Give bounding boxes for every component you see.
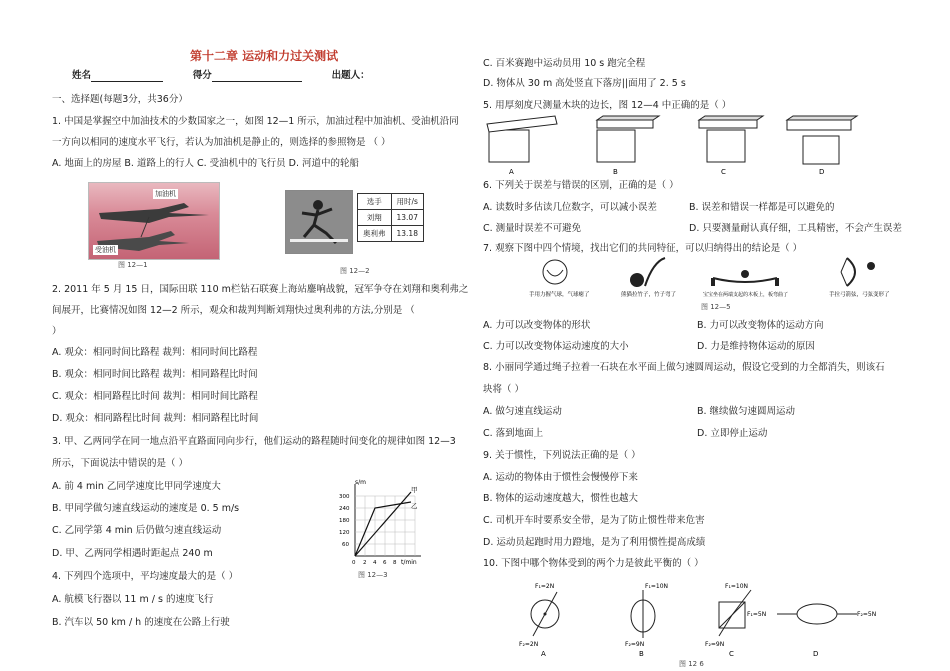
fig2-result-table: [357, 193, 424, 242]
answer-line: B. 观众：相同时间比路程 裁判：相同路程比时间: [52, 369, 258, 380]
option-label: C: [729, 650, 734, 658]
scene-panda-bamboo-icon: [630, 258, 665, 287]
force-label: F₁=2N: [535, 583, 555, 590]
y-tick-label: 180: [339, 518, 350, 524]
ruler-option-d: [787, 116, 857, 164]
answer-line: A. 运动的物体由于惯性会慢慢停下来: [483, 472, 638, 483]
force-label: F₂=5N: [857, 611, 877, 618]
question-line: ）: [52, 326, 62, 337]
option-label: D: [813, 650, 819, 658]
answer-line: B. 甲同学做匀速直线运动的速度是 0. 5 m/s: [52, 503, 240, 514]
scene-bow-icon: [841, 258, 875, 286]
score-label: 得分: [192, 70, 212, 81]
ruler-option-a: [487, 116, 557, 162]
x-tick-label: 0: [352, 560, 356, 566]
table-cell: 13.07: [391, 210, 423, 226]
answer-line: A. 地面上的房屋 B. 道路上的行人 C. 受油机中的飞行员 D. 河道中的轮船: [52, 158, 360, 169]
fig1-label-receiver: 受油机: [95, 246, 116, 254]
option-label: A: [541, 650, 546, 658]
figure-12-1-photo: [88, 182, 220, 260]
answer-line: D. 立即停止运动: [697, 428, 768, 439]
force-label: F₁=10N: [725, 583, 749, 590]
answer-line: B. 汽车以 50 km / h 的速度在公路上行驶: [52, 617, 230, 628]
figure-12-6-force-diagrams: [515, 576, 915, 660]
answer-line: B. 继续做匀速圆周运动: [697, 406, 796, 417]
answer-line: D. 观众：相同路程比时间 裁判：相同路程比时间: [52, 413, 259, 424]
option-label: C: [721, 168, 726, 176]
question-line: 3. 甲、乙两同学在同一地点沿平直路面同向步行，他们运动的路程随时间变化的规律如图 12—3: [52, 436, 456, 447]
answer-line: D. 只要测量耐认真仔细，工具精密，不会产生误差: [689, 223, 902, 234]
series-label: 乙: [411, 502, 418, 510]
question-line: 10. 下图中哪个物体受到的两个力是彼此平衡的（ ）: [483, 558, 704, 569]
score-blank: [212, 71, 302, 82]
x-tick-label: 8: [393, 560, 397, 566]
answer-line: D. 运动员起跑时用力蹬地，是为了利用惯性提高成绩: [483, 537, 706, 548]
force-diagram-d: [777, 604, 857, 624]
y-tick-label: 300: [339, 494, 350, 500]
question-line: 6. 下列关于误差与错误的区别，正确的是（ ）: [483, 180, 679, 191]
scene-caption: 宝宝坐在两端支起的木板上，板弯曲了: [703, 292, 789, 298]
force-label: F₁=10N: [645, 583, 669, 590]
fig2-caption: 图 12—2: [340, 267, 370, 275]
question-line: 所示，下面说法中错误的是（ ）: [52, 458, 189, 469]
answer-line: D. 甲、乙两同学相遇时距起点 240 m: [52, 548, 213, 559]
x-tick-label: 4: [373, 560, 377, 566]
answer-line: A. 前 4 min 乙同学速度比甲同学速度大: [52, 481, 221, 492]
series-yi-line: [355, 502, 411, 556]
answer-line: D. 物体从 30 m 高处竖直下落房||面用了 2. 5 s: [483, 78, 686, 89]
y-axis-label: s/m: [355, 479, 366, 486]
hurdler-illustration-icon: [286, 191, 352, 253]
question-line: 块将（ ）: [483, 384, 525, 395]
fig5-caption: 图 12—5: [701, 303, 731, 311]
y-tick-label: 240: [339, 506, 350, 512]
answer-line: D. 力是维持物体运动的原因: [697, 341, 815, 352]
question-line: 4. 下列四个选项中，平均速度最大的是（ ）: [52, 571, 239, 582]
question-line: 间展开，比赛情况如图 12—2 所示，观众和裁判判断刘翔快过奥利弗的方法,分别是 （: [52, 305, 415, 316]
answer-line: A. 力可以改变物体的形状: [483, 320, 591, 331]
scene-balloon-icon: [543, 260, 567, 284]
question-line: 2. 2011 年 5 月 15 日，国际田联 110 m栏钻石联赛上海站鏖响战貌，冠军争夺在刘翔和奥利弗之: [52, 284, 469, 295]
answer-line: B. 力可以改变物体的运动方向: [697, 320, 824, 331]
name-label: 姓名: [72, 70, 92, 81]
figure-12-4-rulers: [485, 114, 935, 176]
force-diagram-a: [531, 592, 559, 636]
answer-line: C. 乙同学第 4 min 后仍做匀速直线运动: [52, 525, 222, 536]
author-label: 出题人：: [331, 70, 370, 81]
ruler-option-b: [597, 116, 659, 162]
table-header-cell: 选手: [358, 194, 392, 210]
answer-line: B. 物体的运动速度越大，惯性也越大: [483, 493, 639, 504]
answer-line: C. 百米赛跑中运动员用 10 s 跑完全程: [483, 58, 646, 69]
scene-caption: 熊猫拉竹子，竹子弯了: [621, 292, 677, 298]
force-diagram-b: [631, 590, 655, 638]
fig6-caption: 图 12 6: [679, 660, 704, 668]
x-tick-label: 6: [383, 560, 387, 566]
table-cell: 奥利弗: [358, 226, 392, 242]
header-fields: [72, 70, 370, 82]
force-label: F₂=2N: [519, 641, 539, 648]
answer-line: C. 落到地面上: [483, 428, 544, 439]
answer-line: A. 航模飞行器以 11 m / s 的速度飞行: [52, 594, 214, 605]
series-label: 甲: [411, 486, 418, 494]
answer-line: B. 误差和错误一样都是可以避免的: [689, 202, 835, 213]
x-axis-label: t/min: [401, 559, 417, 566]
answer-line: C. 测量时误差不可避免: [483, 223, 582, 234]
answer-line: A. 读数时多估读几位数字，可以减小误差: [483, 202, 657, 213]
question-line: 1. 中国是掌握空中加油技术的少数国家之一，如图 12—1 所示，加油过程中加油机、受油机沿同: [52, 116, 459, 127]
table-cell: 刘翔: [358, 210, 392, 226]
answer-line: A. 观众：相同时间比路程 裁判：相同时间比路程: [52, 347, 258, 358]
table-header-cell: 用时/s: [391, 194, 423, 210]
answer-line: A. 做匀速直线运动: [483, 406, 562, 417]
section-heading: 一、选择题(每题3分，共36分）: [52, 94, 188, 105]
table-cell: 13.18: [391, 226, 423, 242]
question-line: 一方向以相同的速度水平飞行，若认为加油机是静止的，则选择的参照物是 （ ）: [52, 137, 391, 148]
ruler-option-c: [699, 116, 763, 162]
force-label: F₂=9N: [705, 641, 725, 648]
series-jia-line: [355, 492, 411, 556]
question-line: 5. 用厚刻度尺测量木块的边长，图 12—4 中正确的是（ ）: [483, 100, 732, 111]
option-label: D: [819, 168, 825, 176]
question-line: 7. 观察下图中四个情境，找出它们的共同特征，可以归纳得出的结论是（ ）: [483, 243, 803, 254]
fig1-label-tanker: 加油机: [155, 190, 176, 198]
name-blank: [91, 71, 163, 82]
scene-seesaw-icon: [711, 270, 779, 286]
force-label: F₂=9N: [625, 641, 645, 648]
y-tick-label: 60: [342, 542, 349, 548]
fig3-caption: 图 12—3: [358, 571, 388, 579]
option-label: B: [613, 168, 618, 176]
answer-line: C. 力可以改变物体运动速度的大小: [483, 341, 629, 352]
page-title: 第十二章 运动和力过关测试: [190, 49, 339, 63]
scene-caption: 手用力握气球，气球瘪了: [529, 292, 590, 298]
option-label: B: [639, 650, 644, 658]
question-line: 8. 小丽同学通过绳子拉着一石块在水平面上做匀速圆周运动，假设它受到的力全都消失，则该石: [483, 362, 885, 373]
x-tick-label: 2: [363, 560, 367, 566]
scene-caption: 手拉弓箭弦，弓弦变形了: [829, 292, 890, 298]
figure-12-3-graph: [335, 478, 425, 568]
figure-12-2-photo: [285, 190, 353, 254]
force-label: F₁=5N: [747, 611, 767, 618]
answer-line: C. 观众：相同路程比时间 裁判：相同时间比路程: [52, 391, 258, 402]
fig1-caption: 图 12—1: [118, 261, 148, 269]
y-tick-label: 120: [339, 530, 350, 536]
question-line: 9. 关于惯性，下列说法正确的是（ ）: [483, 450, 641, 461]
answer-line: C. 司机开车时要系安全带，是为了防止惯性带来危害: [483, 515, 705, 526]
option-label: A: [509, 168, 514, 176]
